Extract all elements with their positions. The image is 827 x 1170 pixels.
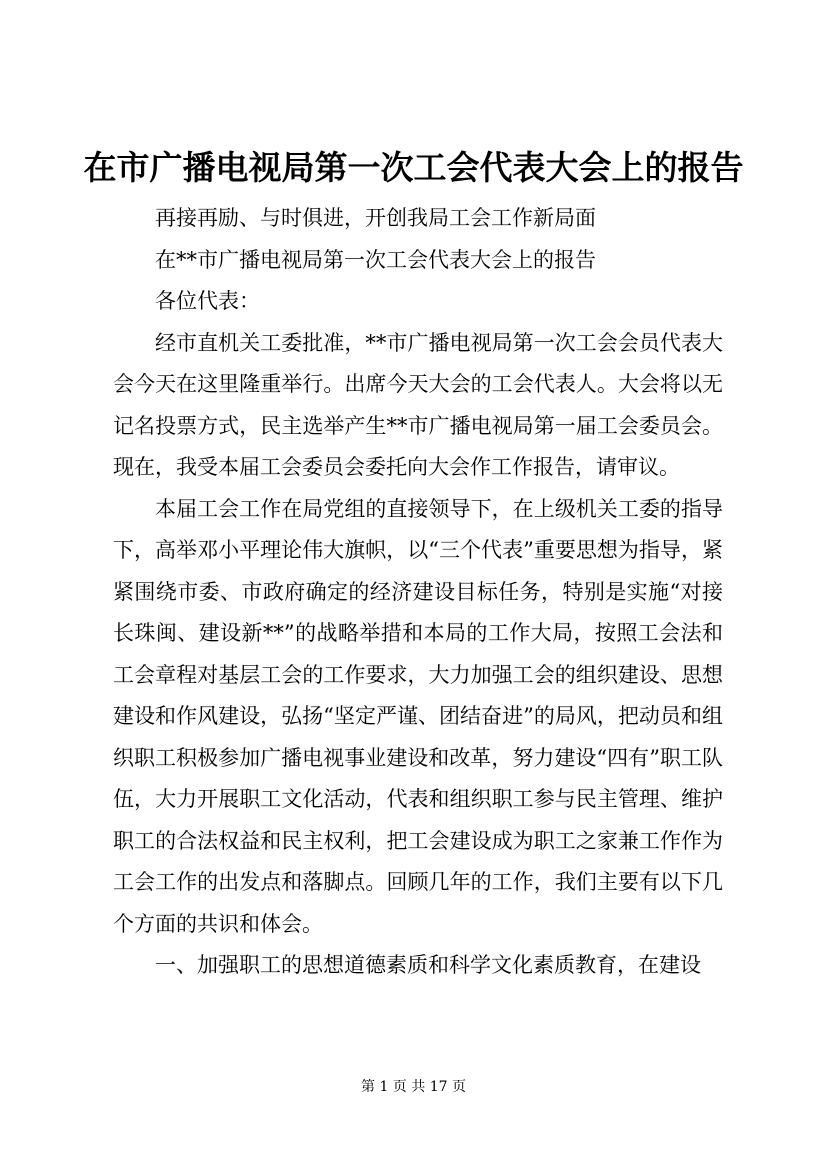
page-footer: 第 1 页 共 17 页 <box>361 1079 466 1095</box>
document-body <box>113 198 723 987</box>
document-title: 在市广播电视局第一次工会代表大会上的报告 <box>83 148 744 187</box>
paragraph-salutation: 各位代表： <box>155 289 260 313</box>
paragraph-intro: 经市直机关工委批准，**市广播电视局第一次工会会员代表大会今天在这里隆重举行。出席今天大会的工会代表人。大会将以无记名投票方式，民主选举产生**市广播电视局第一届工会委员会。现在，我受本届工会委员会委托向大会作工作报告，请审议。 <box>113 330 723 479</box>
paragraph-work-summary: 本届工会工作在局党组的直接领导下，在上级机关工委的指导下，高举邓小平理论伟大旗帜，以“三个代表”重要思想为指导，紧紧围绕市委、市政府确定的经济建设目标任务，特别是实施“对接长珠闽、建设新**”的战略举措和本局的工作大局，按照工会法和工会章程对基层工会的工作要求，大力加强工会的组织建设、思想建设和作风建设，弘扬“坚定严谨、团结奋进”的局风，把动员和组织职工积极参加广播电视事业建设和改革，努力建设“四有”职工队伍，大力开展职工文化活动，代表和组织职工参与民主管理、维护职工的合法权益和民主权利，把工会建设成为职工之家兼工作作为工会工作的出发点和落脚点。回顾几年的工作，我们主要有以下几个方面的共识和体会。 <box>113 496 723 936</box>
paragraph-report-heading: 在**市广播电视局第一次工会代表大会上的报告 <box>155 247 596 272</box>
paragraph-section-one: 一、加强职工的思想道德素质和科学文化素质教育，在建设 <box>155 953 701 977</box>
paragraph-subtitle: 再接再励、与时俱进，开创我局工会工作新局面 <box>155 206 596 230</box>
